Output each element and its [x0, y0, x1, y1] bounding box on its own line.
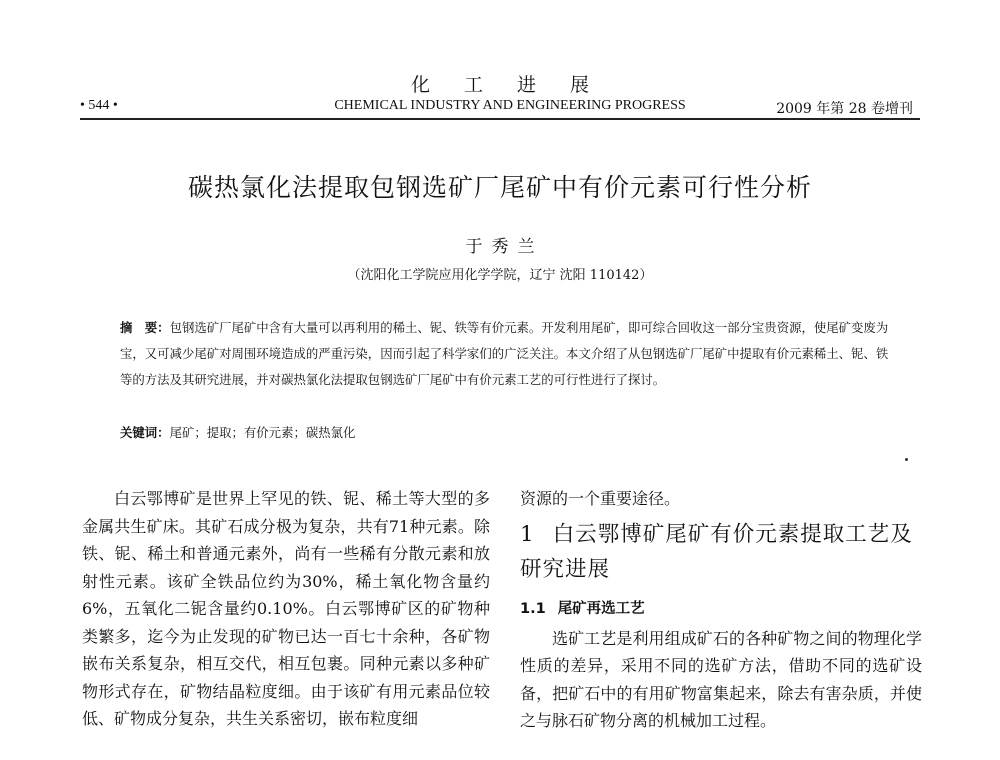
stray-dot [905, 458, 908, 461]
author-name: 于秀兰 [465, 237, 544, 257]
keywords-label: 关键词： [120, 425, 170, 440]
page-number: • 544 • [80, 98, 118, 113]
section-paragraph: 选矿工艺是利用组成矿石的各种矿物之间的物理化学性质的差异，采用不同的选矿方法，借助不同的选矿设备，把矿石中的有用矿物富集起来，除去有害杂质，并使之与脉石矿物分离的机械加工过程。 [520, 628, 922, 730]
continued-text: 资源的一个重要途径。 [520, 489, 681, 508]
header-rule [80, 118, 920, 120]
article-title: 碳热氯化法提取包钢选矿厂尾矿中有价元素可行性分析 [187, 173, 812, 202]
section-heading [520, 517, 922, 587]
subsection-number: 1.1 [520, 600, 546, 617]
intro-paragraph: 白云鄂博矿是世界上罕见的铁、铌、稀土等大型的多金属共生矿床。其矿石成分极为复杂，共有71种元素。除铁、铌、稀土和普通元素外，尚有一些稀有分散元素和放射性元素。该矿全铁品位约为30%，稀土氧化物含量约 6%，五氧化二铌含量约0.10%。白云鄂博矿区的矿物种类繁多，迄今为止发现的矿物已达一百七十余种，各矿物嵌布关系复杂，相互交代，相互包裹。同种元素以多种矿物形式存在，矿物结晶粒度细。由于该矿有用元素品位较低、矿物成分复杂，共生关系密切，嵌布粒度细 [82, 489, 490, 728]
keywords-text: 尾矿；提取；有价元素；碳热氯化 [169, 425, 356, 440]
subsection-title: 尾矿再选工艺 [557, 600, 645, 617]
author-affiliation: （沈阳化工学院应用化学学院，辽宁 沈阳 110142） [347, 268, 653, 283]
section-number: 1 [520, 521, 535, 547]
abstract-text: 包钢选矿厂尾矿中含有大量可以再利用的稀土、铌、铁等有价元素。开发利用尾矿，即可综合回收这一部分宝贵资源，使尾矿变废为宝，又可减少尾矿对周围环境造成的严重污染，因而引起了科学家们的广泛关注。本文介绍了从包钢选矿厂尾矿中提取有价元素稀土、铌、铁等的方法及其研究进展，并对碳热氯化法提取包钢选矿厂尾矿中有价元素工艺的可行性进行了探讨。 [120, 320, 889, 387]
journal-name-cn: 化工进展 [410, 74, 623, 96]
journal-name-en: CHEMICAL INDUSTRY AND ENGINEERING PROGRESS [334, 98, 686, 113]
left-column [82, 485, 490, 733]
issue-info: 2009 年第 28 卷增刊 [776, 101, 913, 117]
subsection-heading [520, 597, 922, 621]
abstract-label: 摘 要： [120, 320, 170, 335]
right-column [520, 485, 922, 735]
keywords [120, 420, 890, 446]
section-title: 白云鄂博矿尾矿有价元素提取工艺及研究进展 [520, 521, 913, 582]
abstract [120, 315, 890, 393]
